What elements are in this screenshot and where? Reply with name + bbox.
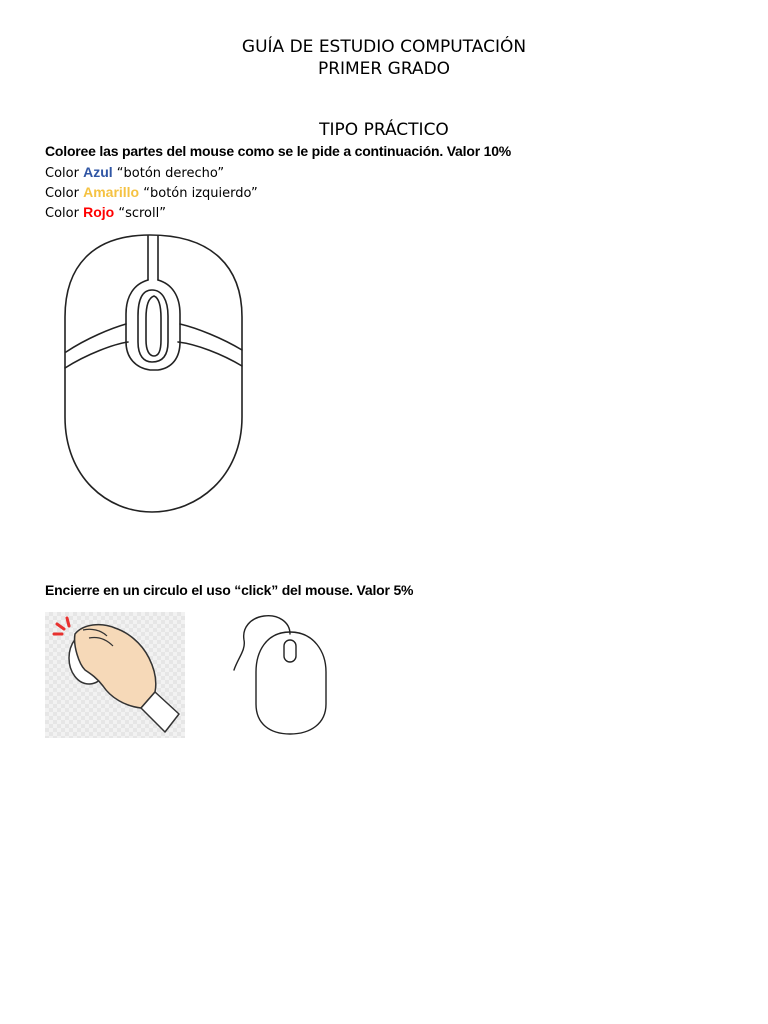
small-mouse-body: [256, 632, 326, 734]
exercise-1-instruction: Coloree las partes del mouse como se le pide a continuación. Valor 10%: [45, 143, 512, 159]
hand-click-illustration: [45, 612, 185, 738]
mouse-outline-drawing: [62, 232, 258, 516]
color-name-red: Rojo: [83, 204, 115, 220]
button-edge-lower-right: [178, 342, 242, 366]
button-edge-upper-right: [180, 324, 242, 350]
hand-clicking-icon: [45, 612, 185, 738]
color-item-red: [45, 204, 166, 221]
document-title: [0, 36, 768, 80]
mouse-part-label: “botón izquierdo”: [143, 186, 258, 201]
button-edge-upper: [66, 324, 126, 352]
color-item-yellow: [45, 184, 258, 201]
mouse-body-outline: [65, 235, 242, 512]
section-title: TIPO PRÁCTICO: [319, 120, 449, 140]
small-mouse-scroll: [284, 640, 296, 662]
mouse-part-label: “botón derecho”: [116, 166, 225, 181]
scroll-wheel: [138, 290, 168, 362]
color-prefix: Color: [45, 186, 79, 201]
color-name-blue: Azul: [83, 164, 113, 180]
mouse-part-label: “scroll”: [118, 206, 166, 221]
color-prefix: Color: [45, 166, 79, 181]
title-line-1: GUÍA DE ESTUDIO COMPUTACIÓN: [241, 37, 527, 57]
color-name-yellow: Amarillo: [83, 184, 140, 200]
color-item-blue: [45, 164, 224, 181]
scroll-wheel-inner: [146, 296, 161, 356]
color-prefix: Color: [45, 206, 79, 221]
mouse-with-cable-icon: [228, 610, 332, 738]
exercise-2-instruction: Encierre en un circulo el uso “click” del mouse. Valor 5%: [45, 582, 414, 598]
mouse-cable: [234, 616, 290, 670]
title-line-2: PRIMER GRADO: [317, 59, 451, 79]
